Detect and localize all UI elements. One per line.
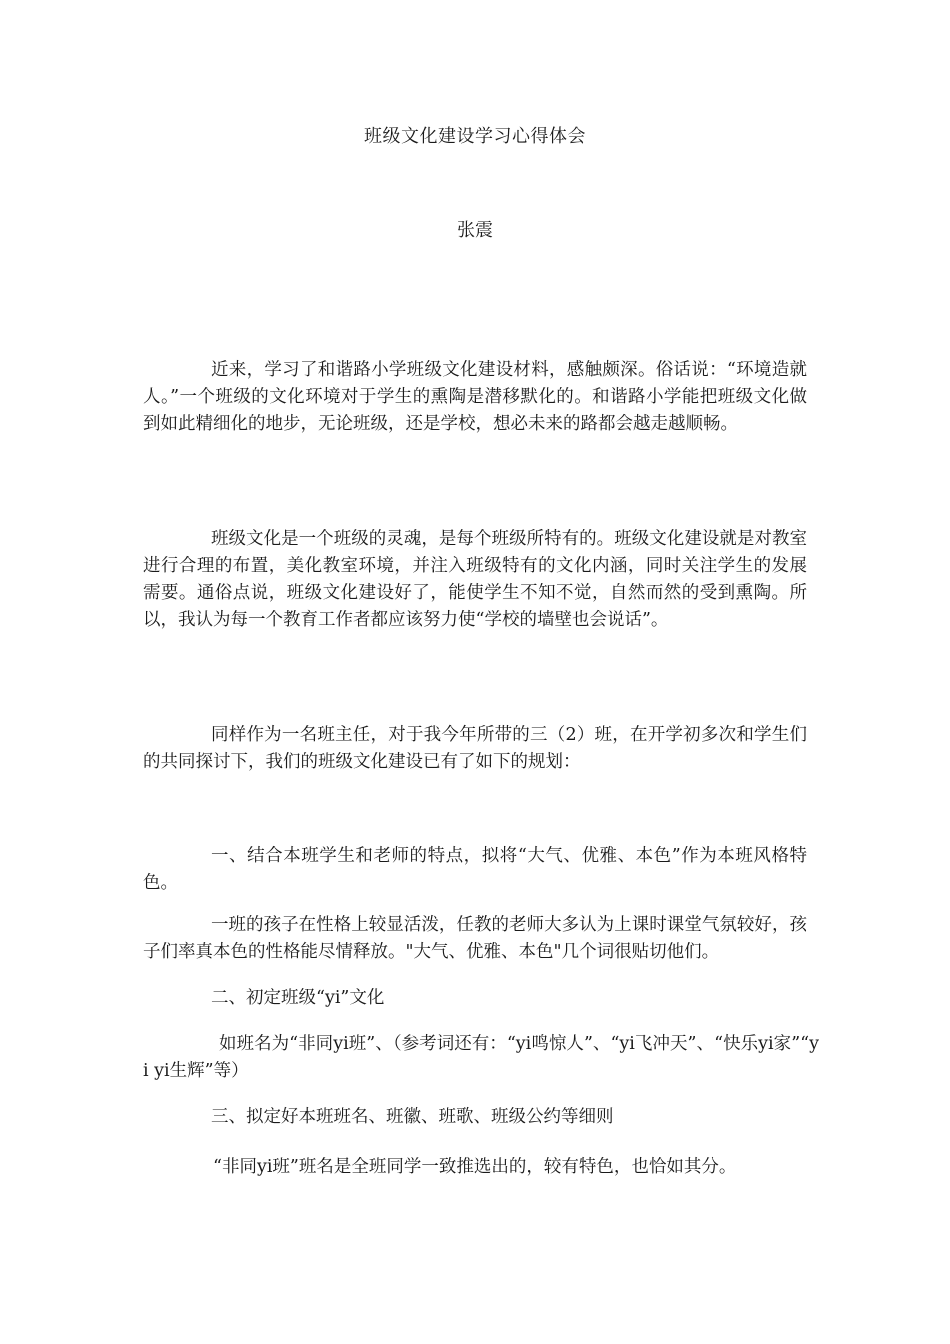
paragraph-class-name-note: “非同yi班”班名是全班同学一致推选出的，较有特色，也恰如其分。 [213,1157,737,1177]
document-author: 张震 [457,220,493,241]
paragraph-plan: 同样作为一名班主任，对于我今年所带的三（2）班，在开学初多次和学生们的共同探讨下，我们的班级文化建设已有了如下的规划： [143,725,807,772]
paragraph-item-three: 三、拟定好本班班名、班徽、班歌、班级公约等细则 [211,1107,614,1127]
paragraph-class-name: 如班名为“非同yi班”、（参考词还有：“yi鸣惊人”、“yi飞冲天”、“快乐yi家”“yi yi生辉”等） [143,1034,819,1081]
document-title: 班级文化建设学习心得体会 [364,126,586,147]
paragraph-item-one: 一、结合本班学生和老师的特点，拟将“大气、优雅、本色”作为本班风格特色。 [143,846,807,893]
paragraph-class-culture: 班级文化是一个班级的灵魂，是每个班级所特有的。班级文化建设就是对教室进行合理的布置，美化教室环境，并注入班级特有的文化内涵，同时关注学生的发展需要。通俗点说，班级文化建设好了，能使学生不知不觉，自然而然的受到熏陶。所以，我认为每一个教育工作者都应该努力使“学校的墙壁也会说话”。 [143,529,807,630]
paragraph-item-two: 二、初定班级“yi”文化 [211,988,385,1008]
paragraph-intro: 近来，学习了和谐路小学班级文化建设材料，感触颇深。俗话说：“环境造就人。”一个班级的文化环境对于学生的熏陶是潜移默化的。和谐路小学能把班级文化做到如此精细化的地步，无论班级，还是学校，想必未来的路都会越走越顺畅。 [143,360,807,434]
paragraph-class-character: 一班的孩子在性格上较显活泼，任教的老师大多认为上课时课堂气氛较好，孩子们率真本色的性格能尽情释放。"大气、优雅、本色"几个词很贴切他们。 [143,915,807,962]
